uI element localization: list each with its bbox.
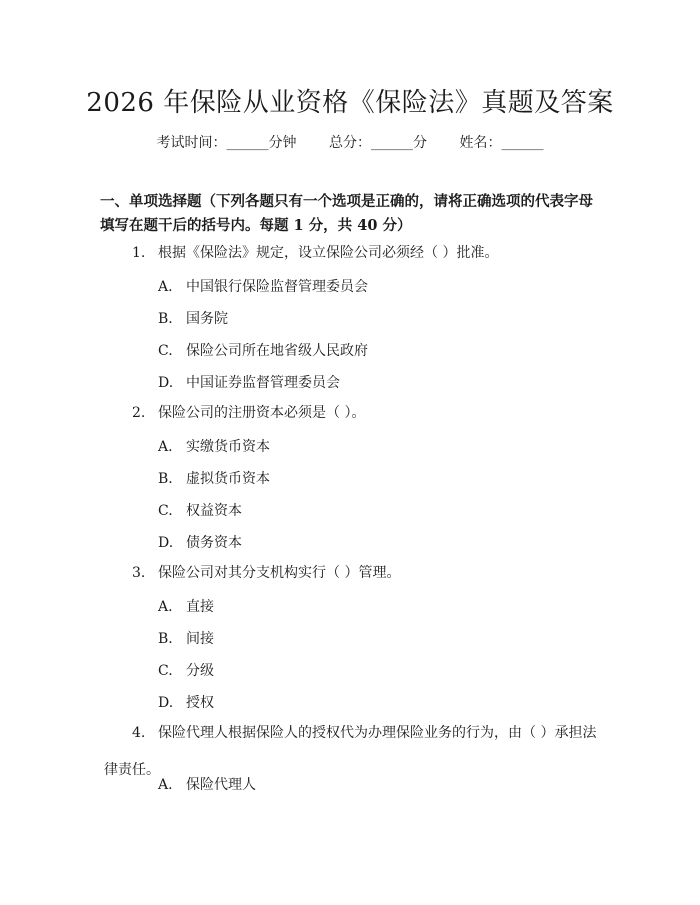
option-3a: A. 直接 — [158, 599, 214, 615]
question-text: 根据《保险法》规定，设立保险公司必须经（ ）批准。 — [158, 245, 499, 261]
question-text: 保险代理人根据保险人的授权代为办理保险业务的行为，由（ ）承担法 — [158, 725, 597, 741]
question-number: 3. — [132, 565, 146, 581]
question-number: 2. — [132, 405, 146, 421]
option-2b: B. 虚拟货币资本 — [158, 471, 270, 487]
option-2a: A. 实缴货币资本 — [158, 439, 270, 455]
option-2d: D. 债务资本 — [158, 535, 242, 551]
question-2 — [132, 400, 602, 426]
question-text: 保险公司的注册资本必须是（ ）。 — [158, 405, 366, 421]
exam-name: 姓名：______ — [459, 135, 544, 151]
option-3d: D. 授权 — [158, 695, 214, 711]
section-heading: 一、单项选择题（下列各题只有一个选项是正确的，请将正确选项的代表字母填写在题干后的括号内。每题 1 分，共 40 分） — [100, 193, 593, 234]
question-number: 1. — [132, 245, 146, 261]
question-text-continued: 律责任。 — [104, 762, 160, 778]
question-4 — [132, 720, 602, 746]
option-1b: B. 国务院 — [158, 311, 228, 327]
question-text: 保险公司对其分支机构实行（ ）管理。 — [158, 565, 401, 581]
option-1c: C. 保险公司所在地省级人民政府 — [158, 343, 368, 359]
option-1d: D. 中国证券监督管理委员会 — [158, 375, 340, 391]
exam-time: 考试时间：______分钟 — [156, 135, 297, 151]
exam-meta — [0, 132, 700, 152]
question-3 — [132, 560, 602, 586]
question-number: 4. — [132, 725, 146, 741]
exam-score: 总分：______分 — [329, 135, 427, 151]
option-3c: C. 分级 — [158, 663, 214, 679]
option-2c: C. 权益资本 — [158, 503, 242, 519]
option-1a: A. 中国银行保险监督管理委员会 — [158, 279, 368, 295]
question-1 — [132, 240, 602, 266]
page-title: 2026 年保险从业资格《保险法》真题及答案 — [86, 88, 614, 118]
option-3b: B. 间接 — [158, 631, 214, 647]
option-4a: A. 保险代理人 — [158, 777, 256, 793]
